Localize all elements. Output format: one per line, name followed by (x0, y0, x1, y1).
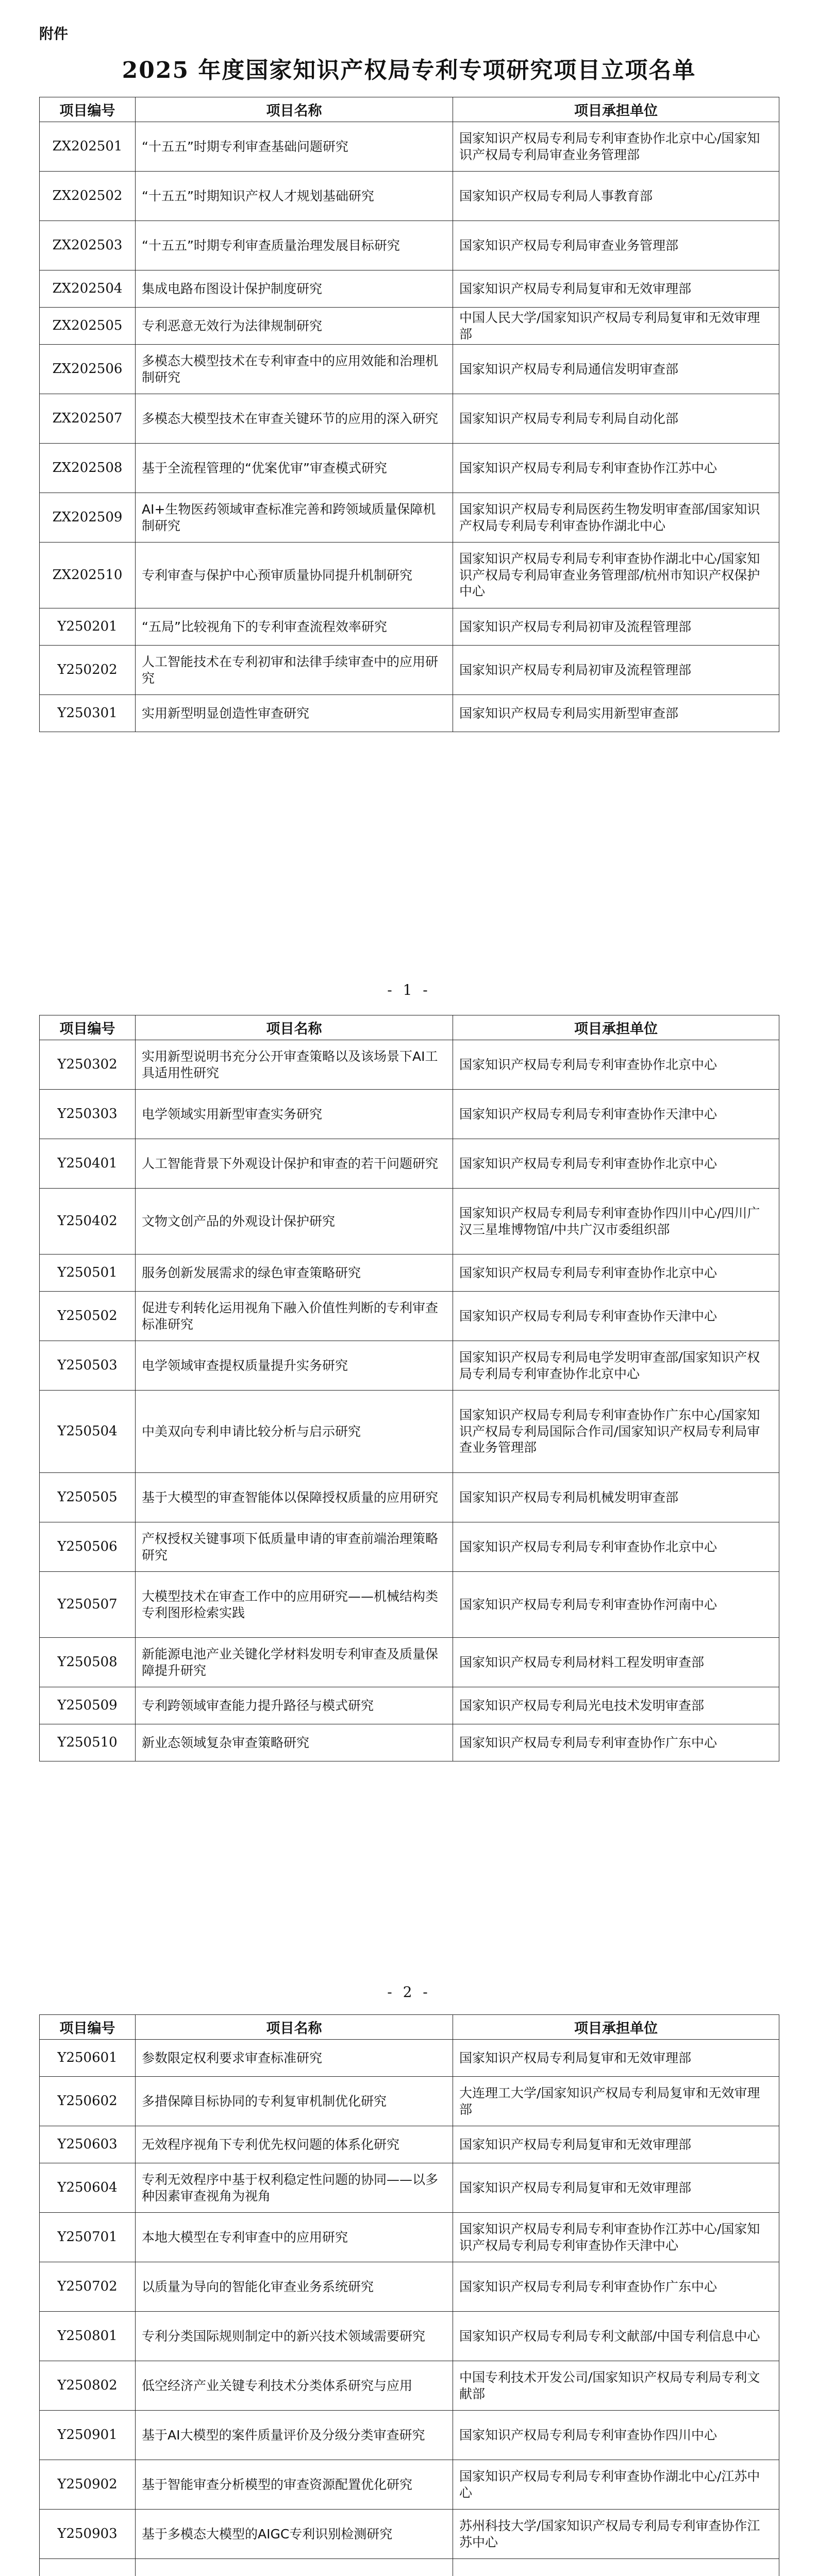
project-code: ZX202508 (40, 444, 136, 493)
project-table-page-1 (39, 97, 779, 732)
project-name: 基于智能审查分析模型的审查资源配置优化研究 (136, 2460, 453, 2510)
project-code: Y250504 (40, 1391, 136, 1473)
project-code: Y250503 (40, 1341, 136, 1391)
project-code: ZX202503 (40, 221, 136, 270)
table-row (40, 2361, 779, 2411)
project-code: Y250301 (40, 695, 136, 732)
page-number-2: - 2 - (387, 1984, 431, 2001)
project-code: ZX202507 (40, 394, 136, 444)
project-code: Y250303 (40, 1090, 136, 1139)
project-unit: 国家知识产权局专利局专利审查协作广东中心/国家知识产权局专利局国际合作司/国家知识产权局专利局审查业务管理部 (453, 1391, 779, 1473)
project-unit: 国家知识产权局专利局复审和无效审理部 (453, 2163, 779, 2213)
project-unit: 中国专利技术开发公司/国家知识产权局专利局专利文献部 (453, 2361, 779, 2411)
header-unit: 项目承担单位 (453, 1015, 779, 1040)
project-code: Y250901 (40, 2411, 136, 2460)
table-row (40, 270, 779, 308)
project-name: 专利审查与保护中心预审质量协同提升机制研究 (136, 543, 453, 608)
project-name: 多模态大模型技术在专利审查中的应用效能和治理机制研究 (136, 345, 453, 394)
project-code: Y250402 (40, 1189, 136, 1255)
project-unit: 国家知识产权局专利局人事教育部 (453, 172, 779, 221)
project-unit: 国家知识产权局专利局专利审查协作湖北中心/江苏中心 (453, 2460, 779, 2510)
project-unit (453, 2559, 779, 2576)
table-row (40, 695, 779, 732)
table-row (40, 444, 779, 493)
table-row (40, 2126, 779, 2163)
project-unit: 国家知识产权局专利局电学发明审查部/国家知识产权局专利局专利审查协作北京中心 (453, 1341, 779, 1391)
table-row (40, 1189, 779, 1255)
project-name: 产权授权关键事项下低质量申请的审查前端治理策略研究 (136, 1522, 453, 1572)
project-name: 基于AI大模型的案件质量评价及分级分类审查研究 (136, 2411, 453, 2460)
project-unit: 中国人民大学/国家知识产权局专利局复审和无效审理部 (453, 308, 779, 345)
project-code: Y250401 (40, 1139, 136, 1189)
table-row (40, 1040, 779, 1090)
table-row (40, 543, 779, 608)
project-name: 专利恶意无效行为法律规制研究 (136, 308, 453, 345)
project-unit: 国家知识产权局专利局专利审查协作北京中心 (453, 1522, 779, 1572)
project-name: 实用新型说明书充分公开审查策略以及该场景下AI工具适用性研究 (136, 1040, 453, 1090)
table-row (40, 345, 779, 394)
project-unit: 国家知识产权局专利局复审和无效审理部 (453, 2040, 779, 2077)
project-code: Y250604 (40, 2163, 136, 2213)
project-code: Y250802 (40, 2361, 136, 2411)
project-code: Y250902 (40, 2460, 136, 2510)
project-code: Y250508 (40, 1638, 136, 1687)
project-code: ZX202504 (40, 270, 136, 308)
project-name: 实用新型明显创造性审查研究 (136, 695, 453, 732)
header-name: 项目名称 (136, 2015, 453, 2040)
table-row (40, 2040, 779, 2077)
project-name: “十五五”时期专利审查质量治理发展目标研究 (136, 221, 453, 270)
project-unit: 国家知识产权局专利局材料工程发明审查部 (453, 1638, 779, 1687)
project-name: 促进专利转化运用视角下融入价值性判断的专利审查标准研究 (136, 1292, 453, 1341)
table-row (40, 122, 779, 172)
project-code (40, 2559, 136, 2576)
project-name: 集成电路布图设计保护制度研究 (136, 270, 453, 308)
table-row (40, 2262, 779, 2312)
project-code: Y250505 (40, 1473, 136, 1522)
project-name: 基于全流程管理的“优案优审”审查模式研究 (136, 444, 453, 493)
table-row (40, 1724, 779, 1761)
table-row (40, 2077, 779, 2126)
project-name: 基于大模型的审查智能体以保障授权质量的应用研究 (136, 1473, 453, 1522)
project-code: Y250302 (40, 1040, 136, 1090)
project-name: 文物文创产品的外观设计保护研究 (136, 1189, 453, 1255)
table-row (40, 646, 779, 695)
project-code: Y250509 (40, 1687, 136, 1724)
project-name: “十五五”时期专利审查基础问题研究 (136, 122, 453, 172)
header-unit: 项目承担单位 (453, 2015, 779, 2040)
project-code: Y250701 (40, 2213, 136, 2262)
project-unit: 国家知识产权局专利局专利审查协作四川中心/四川广汉三星堆博物馆/中共广汉市委组织部 (453, 1189, 779, 1255)
project-code: Y250601 (40, 2040, 136, 2077)
project-name: 新业态领域复杂审查策略研究 (136, 1724, 453, 1761)
project-name: 专利分类国际规则制定中的新兴技术领域需要研究 (136, 2312, 453, 2361)
table-row (40, 1522, 779, 1572)
table-row (40, 608, 779, 646)
project-name: 基于多模态大模型的AIGC专利识别检测研究 (136, 2510, 453, 2559)
project-unit: 国家知识产权局专利局专利局自动化部 (453, 394, 779, 444)
project-name: 中美双向专利申请比较分析与启示研究 (136, 1391, 453, 1473)
project-name: 无效程序视角下专利优先权问题的体系化研究 (136, 2126, 453, 2163)
table-row (40, 1687, 779, 1724)
table-row (40, 1391, 779, 1473)
table-row (40, 2460, 779, 2510)
project-unit: 国家知识产权局专利局复审和无效审理部 (453, 270, 779, 308)
project-name: 多模态大模型技术在审查关键环节的应用的深入研究 (136, 394, 453, 444)
project-code: Y250602 (40, 2077, 136, 2126)
project-name: 人工智能技术在专利初审和法律手续审查中的应用研究 (136, 646, 453, 695)
project-unit: 国家知识产权局专利局通信发明审查部 (453, 345, 779, 394)
header-name: 项目名称 (136, 97, 453, 122)
project-code: Y250702 (40, 2262, 136, 2312)
table-row (40, 1638, 779, 1687)
project-unit: 国家知识产权局专利局专利审查协作北京中心 (453, 1139, 779, 1189)
table-row (40, 2559, 779, 2576)
project-code: Y250502 (40, 1292, 136, 1341)
project-unit: 国家知识产权局专利局专利审查协作北京中心 (453, 1255, 779, 1292)
project-unit: 国家知识产权局专利局初审及流程管理部 (453, 608, 779, 646)
project-name: 以质量为导向的智能化审查业务系统研究 (136, 2262, 453, 2312)
project-name: 服务创新发展需求的绿色审查策略研究 (136, 1255, 453, 1292)
project-code: ZX202509 (40, 493, 136, 543)
project-code: Y250603 (40, 2126, 136, 2163)
project-code: Y250801 (40, 2312, 136, 2361)
project-unit: 大连理工大学/国家知识产权局专利局复审和无效审理部 (453, 2077, 779, 2126)
project-name: 多措保障目标协同的专利复审机制优化研究 (136, 2077, 453, 2126)
project-name: 新能源电池产业关键化学材料发明专利审查及质量保障提升研究 (136, 1638, 453, 1687)
project-unit: 国家知识产权局专利局光电技术发明审查部 (453, 1687, 779, 1724)
project-name (136, 2559, 453, 2576)
table-row (40, 1292, 779, 1341)
project-code: ZX202501 (40, 122, 136, 172)
table-row (40, 308, 779, 345)
project-code: ZX202510 (40, 543, 136, 608)
table-row (40, 2213, 779, 2262)
project-unit: 国家知识产权局专利局专利文献部/中国专利信息中心 (453, 2312, 779, 2361)
project-code: ZX202505 (40, 308, 136, 345)
project-unit: 国家知识产权局专利局医药生物发明审查部/国家知识产权局专利局专利审查协作湖北中心 (453, 493, 779, 543)
project-unit: 国家知识产权局专利局专利审查协作河南中心 (453, 1572, 779, 1638)
table-row (40, 221, 779, 270)
project-unit: 国家知识产权局专利局专利审查协作北京中心 (453, 1040, 779, 1090)
table-row (40, 1090, 779, 1139)
project-table-page-3 (39, 2014, 779, 2576)
table-row (40, 1139, 779, 1189)
project-unit: 国家知识产权局专利局专利审查协作广东中心 (453, 1724, 779, 1761)
table-row (40, 2411, 779, 2460)
table-row (40, 2510, 779, 2559)
project-name: “十五五”时期知识产权人才规划基础研究 (136, 172, 453, 221)
project-unit: 国家知识产权局专利局专利审查协作北京中心/国家知识产权局专利局审查业务管理部 (453, 122, 779, 172)
project-name: 专利跨领域审查能力提升路径与模式研究 (136, 1687, 453, 1724)
project-code: Y250506 (40, 1522, 136, 1572)
project-unit: 国家知识产权局专利局专利审查协作江苏中心/国家知识产权局专利局专利审查协作天津中心 (453, 2213, 779, 2262)
table-row (40, 2163, 779, 2213)
project-table-page-2 (39, 1015, 779, 1761)
project-code: Y250510 (40, 1724, 136, 1761)
project-unit: 国家知识产权局专利局审查业务管理部 (453, 221, 779, 270)
project-name: 低空经济产业关键专利技术分类体系研究与应用 (136, 2361, 453, 2411)
document-title: 2025 年度国家知识产权局专利专项研究项目立项名单 (122, 57, 696, 83)
project-unit: 国家知识产权局专利局专利审查协作湖北中心/国家知识产权局专利局审查业务管理部/杭州市知识产权保护中心 (453, 543, 779, 608)
project-name: 电学领域实用新型审查实务研究 (136, 1090, 453, 1139)
project-code: Y250501 (40, 1255, 136, 1292)
project-unit: 国家知识产权局专利局专利审查协作天津中心 (453, 1292, 779, 1341)
header-unit: 项目承担单位 (453, 97, 779, 122)
project-code: Y250903 (40, 2510, 136, 2559)
project-unit: 国家知识产权局专利局机械发明审查部 (453, 1473, 779, 1522)
project-unit: 国家知识产权局专利局初审及流程管理部 (453, 646, 779, 695)
project-unit: 苏州科技大学/国家知识产权局专利局专利审查协作江苏中心 (453, 2510, 779, 2559)
project-code: Y250201 (40, 608, 136, 646)
table-row (40, 1473, 779, 1522)
attachment-label: 附件 (39, 25, 69, 42)
project-unit: 国家知识产权局专利局专利审查协作四川中心 (453, 2411, 779, 2460)
table-row (40, 1572, 779, 1638)
header-code: 项目编号 (40, 97, 136, 122)
table-row (40, 493, 779, 543)
header-name: 项目名称 (136, 1015, 453, 1040)
table-row (40, 394, 779, 444)
page-number-1: - 1 - (387, 981, 431, 998)
project-unit: 国家知识产权局专利局实用新型审查部 (453, 695, 779, 732)
table-row (40, 1255, 779, 1292)
project-name: 专利无效程序中基于权利稳定性问题的协同——以多种因素审查视角为视角 (136, 2163, 453, 2213)
project-name: 本地大模型在专利审查中的应用研究 (136, 2213, 453, 2262)
project-unit: 国家知识产权局专利局专利审查协作广东中心 (453, 2262, 779, 2312)
table-row (40, 1341, 779, 1391)
table-row (40, 2312, 779, 2361)
project-name: AI+生物医药领域审查标准完善和跨领域质量保障机制研究 (136, 493, 453, 543)
project-name: 大模型技术在审查工作中的应用研究——机械结构类专利图形检索实践 (136, 1572, 453, 1638)
project-code: Y250202 (40, 646, 136, 695)
project-name: 人工智能背景下外观设计保护和审查的若干问题研究 (136, 1139, 453, 1189)
project-code: Y250507 (40, 1572, 136, 1638)
project-name: “五局”比较视角下的专利审查流程效率研究 (136, 608, 453, 646)
table-row (40, 172, 779, 221)
header-code: 项目编号 (40, 1015, 136, 1040)
project-unit: 国家知识产权局专利局专利审查协作天津中心 (453, 1090, 779, 1139)
project-name: 电学领域审查提权质量提升实务研究 (136, 1341, 453, 1391)
project-unit: 国家知识产权局专利局复审和无效审理部 (453, 2126, 779, 2163)
project-unit: 国家知识产权局专利局专利审查协作江苏中心 (453, 444, 779, 493)
header-code: 项目编号 (40, 2015, 136, 2040)
project-code: ZX202502 (40, 172, 136, 221)
project-code: ZX202506 (40, 345, 136, 394)
project-name: 参数限定权利要求审查标准研究 (136, 2040, 453, 2077)
